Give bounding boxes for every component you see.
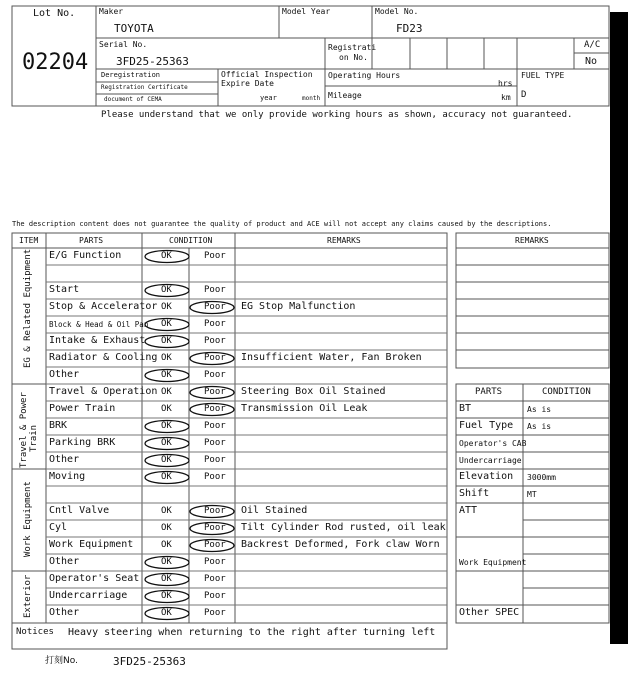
header-remarks: REMARKS (327, 236, 361, 245)
table-row (46, 350, 447, 367)
row-ok-option: OK (161, 302, 172, 312)
row-poor-option: Poor (204, 608, 226, 618)
group-eg-label: EG & Related Equipment (23, 248, 33, 368)
lot-number: 02204 (22, 50, 89, 75)
notices-text: Heavy steering when returning to the right after turning left (68, 627, 436, 638)
notices-label: Notices (16, 627, 54, 637)
row-poor-option: Poor (204, 523, 226, 533)
header-condition: CONDITION (169, 236, 213, 245)
table-row (46, 537, 447, 554)
spec-part: BT (459, 403, 472, 414)
operating-hours-label: Operating Hours (328, 71, 401, 80)
row-poor-option: Poor (204, 574, 226, 584)
spec-part: Work Equipment (459, 558, 527, 567)
row-remark: Transmission Oil Leak (241, 403, 368, 414)
row-poor-option: Poor (204, 319, 226, 329)
row-poor-option: Poor (204, 302, 226, 312)
serial-value: 3FD25-25363 (116, 55, 189, 68)
row-remark: Insufficient Water, Fan Broken (241, 352, 422, 363)
row-ok-option: OK (161, 591, 172, 601)
row-remark: Tilt Cylinder Rod rusted, oil leak (241, 522, 446, 533)
group-travel-label-2: Train (29, 424, 39, 452)
row-poor-option: Poor (204, 336, 226, 346)
working-hours-notice: Please understand that we only provide working hours as shown, accuracy not guaranteed. (101, 110, 573, 120)
row-part: Moving (49, 471, 86, 482)
table-row (46, 418, 447, 435)
spec-header-parts: PARTS (475, 387, 503, 397)
table-row (46, 367, 447, 384)
year-label: year (260, 94, 277, 102)
model-no-label: Model No. (375, 7, 419, 16)
maker-label: Maker (99, 7, 124, 16)
location-sidebar (610, 12, 628, 644)
group-work-label: Work Equipment (23, 481, 33, 557)
row-ok-option: OK (161, 506, 172, 516)
registration-label-1: Registrati (328, 43, 377, 52)
row-ok-option: OK (161, 353, 172, 363)
group-travel-label-1: Travel & Power (19, 392, 29, 468)
spec-value: As is (527, 405, 552, 414)
spec-header-condition: CONDITION (542, 387, 591, 397)
table-row (46, 265, 447, 282)
table-row (46, 469, 447, 486)
table-row (46, 299, 447, 316)
row-ok-option: OK (161, 540, 172, 550)
model-year-label: Model Year (282, 7, 331, 16)
row-ok-option: OK (161, 574, 172, 584)
row-poor-option: Poor (204, 540, 226, 550)
row-part: Operator's Seat (49, 573, 140, 584)
table-row (46, 248, 447, 265)
fuel-type-label: FUEL TYPE (521, 71, 565, 80)
row-part: Intake & Exhaust (49, 335, 146, 346)
row-ok-option: OK (161, 557, 172, 567)
row-part: Start (49, 284, 80, 295)
row-remark: Oil Stained (241, 505, 308, 516)
row-part: Block & Head & Oil Pan (49, 320, 149, 329)
spec-part: Shift (459, 488, 490, 499)
row-part: Radiator & Cooling (49, 352, 158, 363)
spec-part: Fuel Type (459, 420, 514, 431)
row-ok-option: OK (161, 251, 172, 261)
row-part: E/G Function (49, 250, 122, 261)
row-poor-option: Poor (204, 472, 226, 482)
table-row (46, 486, 447, 503)
table-row (46, 384, 447, 401)
row-ok-option: OK (161, 285, 172, 295)
group-exterior-label: Exterior (23, 574, 33, 618)
header-remarks-right: REMARKS (515, 236, 549, 245)
registration-label-2: on No. (339, 53, 368, 62)
row-part: Other (49, 454, 80, 465)
spec-part: Elevation (459, 471, 514, 482)
row-ok-option: OK (161, 387, 172, 397)
row-remark: Steering Box Oil Stained (241, 386, 386, 397)
row-remark: EG Stop Malfunction (241, 301, 356, 312)
row-poor-option: Poor (204, 353, 226, 363)
cema-label: document of CEMA (104, 96, 162, 103)
dereg-label: Deregistration (101, 71, 161, 79)
row-part: Other (49, 607, 80, 618)
table-row (46, 316, 447, 333)
row-part: BRK (49, 420, 68, 431)
row-part: Stop & Accelerator (49, 301, 158, 312)
maker-value: TOYOTA (114, 22, 154, 35)
row-poor-option: Poor (204, 370, 226, 380)
fuel-type-value: D (521, 90, 527, 100)
row-part: Undercarriage (49, 590, 128, 601)
row-part: Work Equipment (49, 539, 134, 550)
header-parts: PARTS (79, 236, 104, 245)
ac-value: No (585, 56, 598, 67)
table-row (46, 401, 447, 418)
table-row (46, 605, 447, 622)
mileage-label: Mileage (328, 91, 362, 100)
row-poor-option: Poor (204, 404, 226, 414)
row-ok-option: OK (161, 523, 172, 533)
spec-part: Operator's CAB (459, 439, 527, 448)
row-poor-option: Poor (204, 506, 226, 516)
table-row (46, 333, 447, 350)
row-poor-option: Poor (204, 438, 226, 448)
disclaimer: The description content does not guarantee the quality of product and ACE will not accept any claims caused by the descriptions. (12, 220, 552, 228)
row-poor-option: Poor (204, 557, 226, 567)
table-row (46, 435, 447, 452)
table-row (46, 503, 447, 520)
reg-cert-label: Registration Certificate (101, 84, 188, 91)
table-row (46, 282, 447, 299)
row-ok-option: OK (161, 421, 172, 431)
row-ok-option: OK (161, 472, 172, 482)
table-row (46, 571, 447, 588)
row-ok-option: OK (161, 319, 172, 329)
lot-label: Lot No. (33, 8, 76, 19)
table-row (46, 554, 447, 571)
table-row (46, 520, 447, 537)
row-poor-option: Poor (204, 387, 226, 397)
inspection-label-2: Expire Date (221, 79, 274, 88)
spec-part: ATT (459, 505, 478, 516)
row-ok-option: OK (161, 370, 172, 380)
row-part: Parking BRK (49, 437, 116, 448)
stamp-label: 打刻No. (45, 656, 78, 666)
table-row (46, 452, 447, 469)
row-poor-option: Poor (204, 285, 226, 295)
row-ok-option: OK (161, 438, 172, 448)
row-ok-option: OK (161, 455, 172, 465)
row-part: Power Train (49, 403, 116, 414)
serial-label: Serial No. (99, 40, 148, 49)
row-poor-option: Poor (204, 591, 226, 601)
row-part: Travel & Operation (49, 386, 158, 397)
stamp-number: 3FD25-25363 (113, 655, 186, 668)
row-part: Other (49, 369, 80, 380)
row-ok-option: OK (161, 404, 172, 414)
row-poor-option: Poor (204, 455, 226, 465)
header-item: ITEM (19, 236, 39, 245)
km-label: km (501, 93, 511, 102)
row-remark: Backrest Deformed, Fork claw Worn (241, 539, 440, 550)
row-ok-option: OK (161, 608, 172, 618)
model-no-value: FD23 (396, 22, 423, 35)
spec-value: 3000mm (527, 473, 556, 482)
hrs-label: hrs (498, 79, 513, 88)
row-ok-option: OK (161, 336, 172, 346)
row-poor-option: Poor (204, 421, 226, 431)
row-poor-option: Poor (204, 251, 226, 261)
row-part: Cntl Valve (49, 505, 110, 516)
spec-value: MT (527, 490, 537, 499)
spec-part: Undercarriage (459, 456, 522, 465)
spec-value: As is (527, 422, 552, 431)
row-part: Other (49, 556, 80, 567)
spec-part: Other SPEC (459, 607, 520, 618)
row-part: Cyl (49, 522, 68, 533)
month-label: month (302, 95, 321, 102)
ac-label: A/C (584, 40, 601, 50)
table-row (46, 588, 447, 605)
inspection-label-1: Official Inspection (221, 70, 313, 79)
